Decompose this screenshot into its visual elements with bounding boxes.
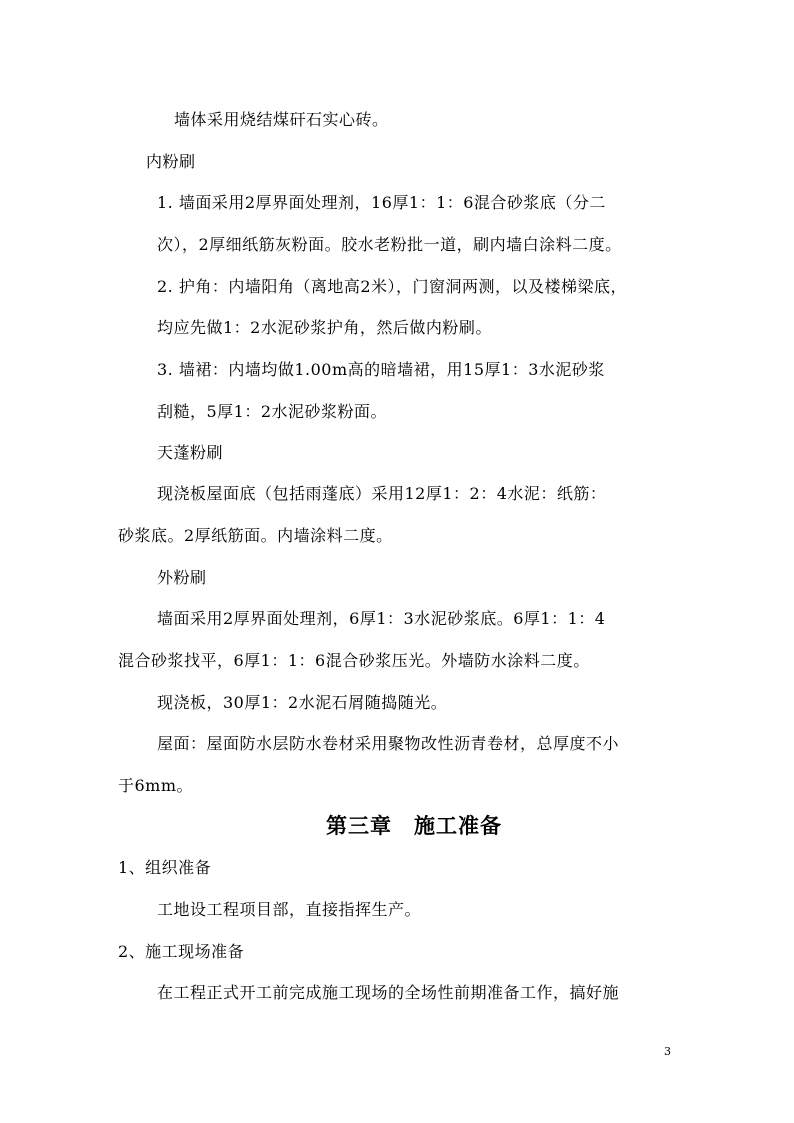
subheading-exterior-plaster: 外粉刷: [157, 568, 207, 587]
text-line: 均应先做1：2水泥砂浆护角，然后做内粉刷。: [157, 318, 492, 337]
chapter-title: 第三章 施工准备: [326, 813, 502, 838]
text-line: 工地设工程项目部，直接指挥生产。: [157, 900, 422, 919]
text-line: 屋面：屋面防水层防水卷材采用聚物改性沥青卷材，总厚度不小: [157, 734, 620, 753]
subheading-ceiling-plaster: 天蓬粉刷: [157, 443, 224, 462]
text-line: 现浇板屋面底（包括雨蓬底）采用12厚1：2：4水泥：纸筋：: [157, 484, 607, 503]
text-line: 于6mm。: [118, 776, 194, 795]
text-line: 在工程正式开工前完成施工现场的全场性前期准备工作，搞好施: [157, 983, 620, 1002]
text-line: 砂浆底。2厚纸筋面。内墙涂料二度。: [118, 526, 393, 545]
subheading-inner-plaster: 内粉刷: [146, 152, 196, 171]
text-line: 混合砂浆找平，6厚1：1：6混合砂浆压光。外墙防水涂料二度。: [118, 651, 590, 670]
text-line: 次），2厚细纸筋灰粉面。胶水老粉批一道，刷内墙白涂料二度。: [157, 235, 622, 254]
text-line: 现浇板，30厚1：2水泥石屑随捣随光。: [157, 693, 448, 712]
section-heading: 2、施工现场准备: [118, 942, 245, 961]
text-line: 2. 护角：内墙阳角（离地高2米），门窗洞两测，以及楼梯梁底，: [157, 277, 628, 296]
text-line: 墙体采用烧结煤矸石实心砖。: [174, 110, 389, 129]
text-line: 1. 墙面采用2厚界面处理剂，16厚1：1：6混合砂浆底（分二: [157, 193, 606, 212]
page-number: 3: [664, 1045, 671, 1058]
section-heading: 1、组织准备: [118, 858, 212, 877]
text-line: 3. 墙裙：内墙均做1.00m高的暗墙裙，用15厚1：3水泥砂浆: [157, 360, 605, 379]
text-line: 刮糙，5厚1：2水泥砂浆粉面。: [157, 402, 388, 421]
text-line: 墙面采用2厚界面处理剂，6厚1：3水泥砂浆底。6厚1：1：4: [157, 609, 606, 628]
